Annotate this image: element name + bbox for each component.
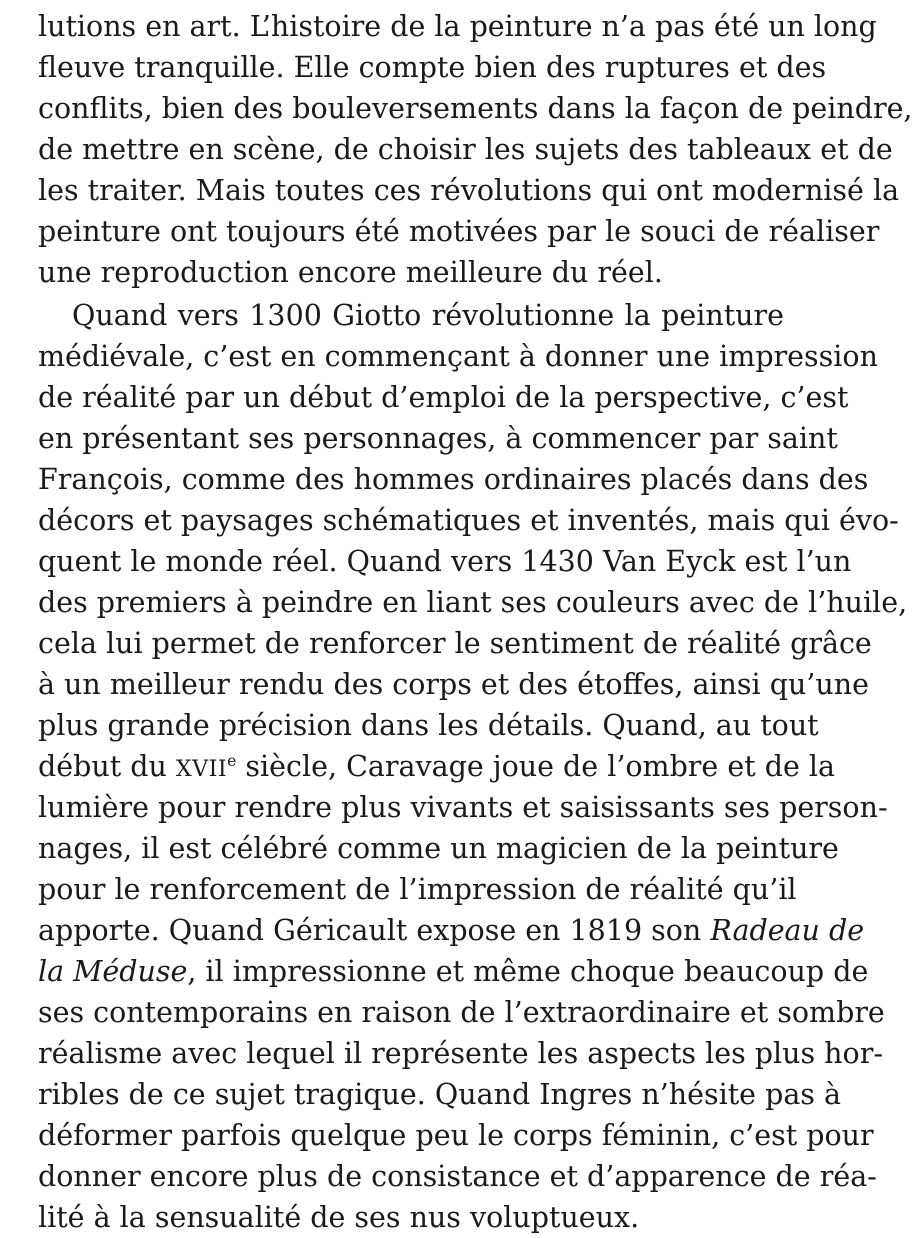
text-line: lumière pour rendre plus vivants et saisissants ses person- [38, 791, 888, 824]
text-line: peinture ont toujours été motivées par le souci de réaliser [38, 215, 880, 248]
text-line: réalisme avec lequel il représente les aspects les plus hor- [38, 1037, 883, 1070]
text-line: médiévale, c’est en commençant à donner une impression [38, 340, 878, 373]
text-line: de mettre en scène, de choisir les sujets des tableaux et de [38, 133, 893, 166]
paragraph-1 [38, 6, 913, 293]
text-line: nages, il est célébré comme un magicien de la peinture [38, 832, 839, 865]
text-line: en présentant ses personnages, à commencer par saint [38, 422, 838, 455]
text-line: ribles de ce sujet tragique. Quand Ingres n’hésite pas à [38, 1078, 841, 1111]
text-line: de réalité par un début d’emploi de la perspective, c’est [38, 381, 849, 414]
artwork-title: la Méduse [38, 955, 188, 988]
book-page [38, 6, 913, 1238]
text-line: ses contemporains en raison de l’extraordinaire et sombre [38, 996, 885, 1029]
text-line: déformer parfois quelque peu le corps féminin, c’est pour [38, 1119, 874, 1152]
century-numeral: XVII [175, 756, 228, 782]
century-superscript: e [227, 750, 237, 770]
text-run: siècle, Caravage joue de l’ombre et de la [236, 750, 836, 783]
text-line: les traiter. Mais toutes ces révolutions qui ont modernisé la [38, 174, 900, 207]
text-line: quent le monde réel. Quand vers 1430 Van Eyck est l’un [38, 545, 852, 578]
text-line: décors et paysages schématiques et inventés, mais qui évo- [38, 504, 899, 537]
text-line: conflits, bien des bouleversements dans la façon de peindre, [38, 92, 913, 125]
text-line: cela lui permet de renforcer le sentiment de réalité grâce [38, 627, 872, 660]
paragraph-2 [38, 295, 908, 1238]
text-line: Quand vers 1300 Giotto révolutionne la peinture [72, 299, 784, 332]
text-line: des premiers à peindre en liant ses couleurs avec de l’huile, [38, 586, 908, 619]
text-line: donner encore plus de consistance et d’apparence de réa- [38, 1160, 877, 1193]
text-line: à un meilleur rendu des corps et des étoffes, ainsi qu’une [38, 668, 869, 701]
text-run: , il impressionne et même choque beaucoup de [187, 955, 869, 988]
text-line: pour le renforcement de l’impression de réalité qu’il [38, 873, 797, 906]
text-line: François, comme des hommes ordinaires placés dans des [38, 463, 869, 496]
text-line: lutions en art. L’histoire de la peinture n’a pas été un long [38, 10, 877, 43]
text-line [38, 910, 865, 951]
artwork-title: Radeau de [710, 914, 865, 947]
text-run: apporte. Quand Géricault expose en 1819 son [38, 914, 711, 947]
text-run: début du [38, 750, 176, 783]
text-line: fleuve tranquille. Elle compte bien des ruptures et des [38, 51, 827, 84]
text-line [38, 951, 869, 992]
text-line: une reproduction encore meilleure du réel. [38, 256, 663, 289]
text-line [38, 746, 836, 787]
text-line: lité à la sensualité de ses nus voluptueux. [38, 1201, 640, 1234]
text-line: plus grande précision dans les détails. Quand, au tout [38, 709, 819, 742]
